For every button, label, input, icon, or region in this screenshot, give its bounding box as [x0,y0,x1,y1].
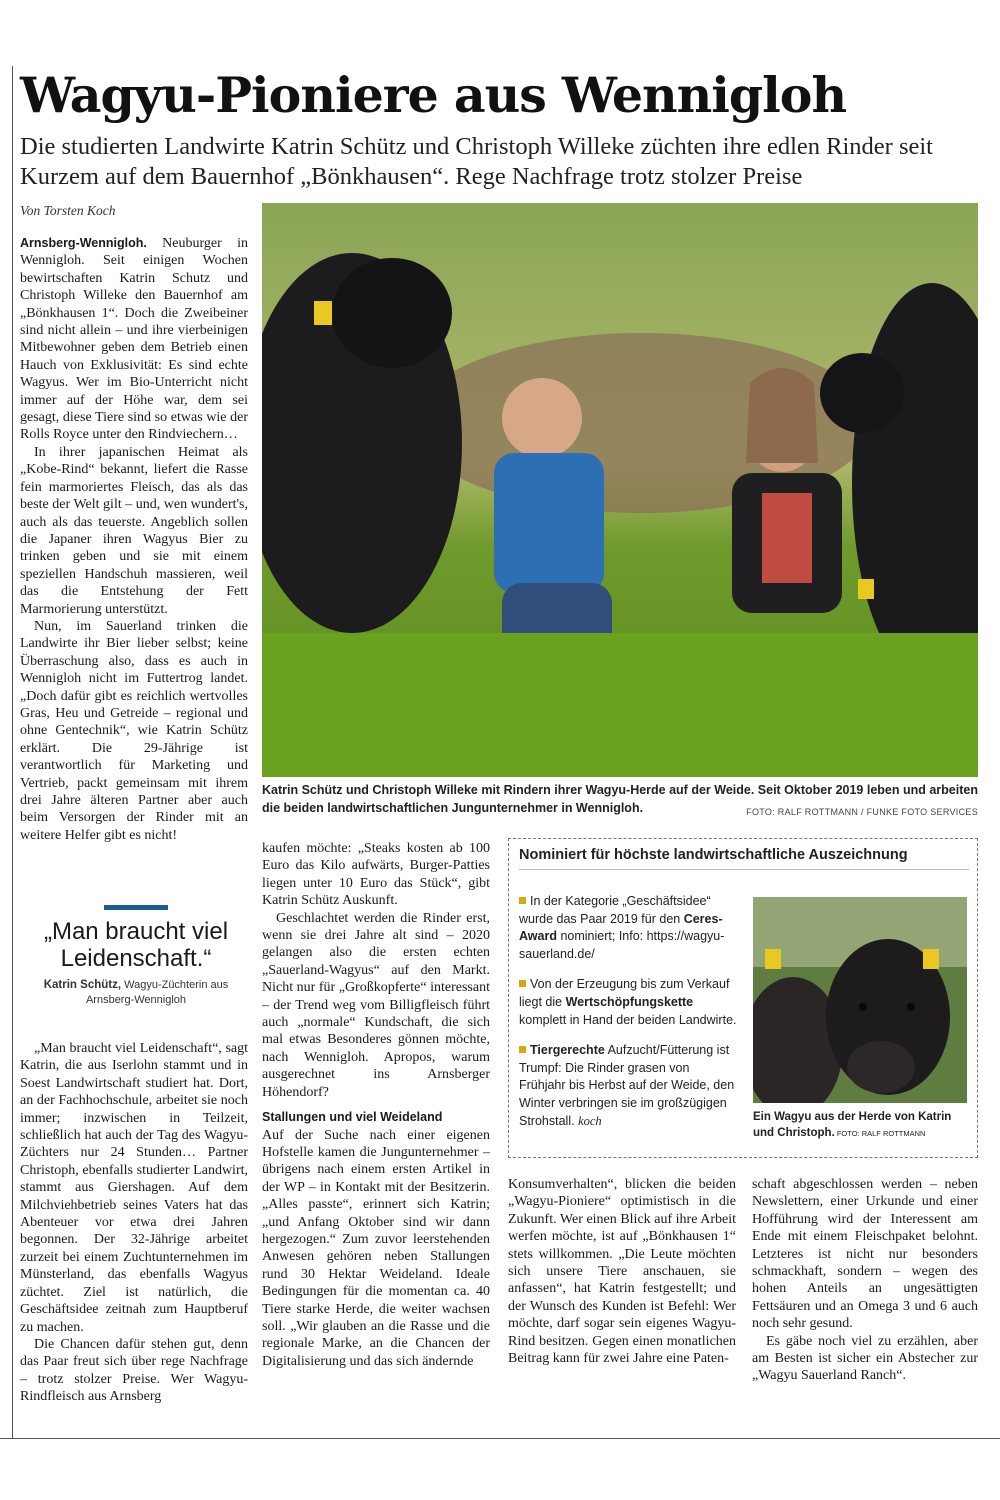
info-item: Tiergerechte Aufzucht/Fütterung ist Trumpf: Die Rinder grasen von Frühjahr bis Herbst auf der Weide, den Winter verbringen sie im großzügigen Strohstall. koch [519,1043,735,1128]
photo-credit: FOTO: RALF ROTTMANN / FUNKE FOTO SERVICES [746,807,978,817]
subheadline: Die studierten Landwirte Katrin Schütz und Christoph Willeke züchten ihre edlen Rinder seit Kurzem auf dem Bauernhof „Bönkhausen“. Rege Nachfrage trotz stolzer Preise [20,133,933,190]
paragraph: Geschlachtet werden die Rinder erst, wenn sie drei Jahre alt sind – 2020 gelangen also die ersten echten „Sauerland-Wagyus“ auf den Markt. Nicht nur für „Großkopferte“ interessant – der Trend weg vom Billigfleisch führt auch „normale“ Kundschaft, die sich mal etwas Besonderes gönnen möchte, nach Wennigloh. Apropos, warum ausgerechnet ins Arnsberger Höhendorf? [262,910,490,1100]
paragraph: schaft abgeschlossen werden – neben Newslettern, einer Urkunde und einer Hofführung wird der Interessent am Ende mit einem Fleischpaket belohnt. Letzteres ist nicht nur besonders schmackhaft, sondern – wegen des hohen Anteils an ungesättigten Fettsäuren und an Omega 3 und 6 auch noch sehr gesund. [752,1177,978,1332]
byline: Von Torsten Koch [20,203,116,218]
article-column-4 [752,1176,978,1385]
article-column-1-continued [20,1040,248,1406]
photo-wagyu-cow [753,897,967,1103]
pull-quote [20,905,252,1008]
info-box-title: Nominiert für höchste landwirtschaftliche Auszeichnung [519,847,969,870]
left-border-rule [12,66,13,1438]
paragraph: Die Chancen dafür stehen gut, denn das Paar freut sich über rege Nachfrage – trotz stolzer Preise. Wer Wagyu-Rindfleisch aus Arnsberg [20,1336,248,1405]
info-box-items [519,893,739,1143]
article-column-3 [508,1176,736,1367]
info-photo [753,897,967,1103]
info-author: koch [578,1113,602,1128]
article-column-2 [262,840,490,1370]
paragraph: Konsumverhalten“, blicken die beiden „Wagyu-Pioniere“ optimistisch in die Zukunft. Wer einen Blick auf ihre Arbeit werfen möchte, ist auf „Bönkhausen 1“ stets willkommen. „Die Leute möchten sich unsere Tiere anschauen, sie anfassen“, hat Katrin festgestellt; und der Wunsch des Kunden ist Befehl: Wer möchte, darf sogar sein eigenes Wagyu-Rind besitzen. Gegen einen monatlichen Beitrag kann für zwei Jahre eine Paten- [508,1177,736,1367]
square-bullet-icon [519,980,526,987]
dateline: Arnsberg-Wennigloh. [20,236,147,250]
section-subhead: Stallungen und viel Weideland [262,1110,443,1125]
paragraph: In ihrer japanischen Heimat als „Kobe-Rind“ bekannt, liefert die Rasse fein marmoriertes Fleisch, das als das beste der Welt gilt – und, wen wundert's, auch als das teuerste. Angeblich sollen die Japaner ihren Wagyus Bier zu trinken geben und sie mit einem speziellen Handschuh massieren, weil das die Entstehung der Fett Marmorierung unterstützt. [20,444,248,617]
bottom-rule [0,1438,1000,1439]
info-item: In der Kategorie „Geschäftsidee“ wurde das Paar 2019 für den Ceres-Award nominiert; Info: https://wagyu-sauerland.de/ [519,894,725,961]
headline: Wagyu-Pioniere aus Wennigloh [20,66,847,124]
square-bullet-icon [519,1046,526,1053]
quote-accent-bar [104,905,168,910]
info-box [508,838,978,1158]
main-photo [262,203,978,777]
quote-text: „Man braucht viel Leidenschaft.“ [43,918,229,972]
quote-attribution: Katrin Schütz, Wagyu-Züchterin aus Arnsberg-Wennigloh [43,979,229,1006]
article-column-1 [20,235,248,844]
info-item: Von der Erzeugung bis zum Verkauf liegt die Wertschöpfungskette komplett in Hand der beiden Landwirte. [519,977,737,1027]
square-bullet-icon [519,897,526,904]
photo-caption: Katrin Schütz und Christoph Willeke mit Rindern ihrer Wagyu-Herde auf der Weide. Seit Oktober 2019 leben und arbeiten die beiden landwirtschaftlichen Jungunternehmer in Wennigloh. FOTO: RALF ROTTMANN / FUNKE FOTO SERVICES [262,781,978,821]
paragraph: Es gäbe noch viel zu erzählen, aber am Besten ist sicher ein Abstecher zur „Wagyu Sauerland Ranch“. [752,1333,978,1384]
paragraph: Nun, im Sauerland trinken die Landwirte ihr Bier lieber selbst; keine Überraschung also, dass es auch in Wennigloh nicht im Futtertrog landet. „Doch dafür gibt es reichlich wertvolles Gras, Heu und Getreide – regional und ohne Gentechnik“, wie Katrin Schütz erklärt. Die 29-Jährige ist verantwortlich für Marketing und Vertrieb, packt gemeinsam mit ihrem drei Jahre älteren Partner aber auch beim Versorgen der Rinder mit an weitere Helfer gibt es nicht! [20,618,248,843]
info-photo-caption: Ein Wagyu aus der Herde von Katrin und Christoph. FOTO: RALF ROTTMANN [753,1111,952,1139]
photo-farmers-with-cattle [262,203,978,777]
paragraph: Arnsberg-Wennigloh. Neuburger in Wennigloh. Seit einigen Wochen bewirtschaften Katrin Schutz und Christoph Willeke den Bauernhof am „Bönkhausen 1“. Doch die Zweibeiner sind nicht allein – und ihre vierbeinigen Mitbewohner geben dem Betrieb einen Hauch von Exklusivität: Es sind echte Wagyus. Wer im Bio-Unterricht nicht immer auf der Höhe war, dem sei gesagt, diese Tiere sind so etwas wie der Rolls Royce unter den Rindviechern… [20,236,248,443]
paragraph: Auf der Suche nach einer eigenen Hofstelle kamen die Jungunternehmer – übrigens nach einem ersten Artikel in der WP – in Kontakt mit der Besitzerin. „Alles passte“, erinnert sich Katrin; „und Anfang Oktober sind wir dann hergezogen.“ Zum zuvor leerstehenden Anwesen gehören neben Stallungen rund 30 Hektar Weideland. Ideale Bedingungen für die momentan ca. 40 Tiere starke Herde, die weiter wachsen soll. „Wir glauben an die Rasse und die regionale Marke, an die Chancen der Digitalisierung und das sich ändernde [262,1127,490,1369]
paragraph: kaufen möchte: „Steaks kosten ab 100 Euro das Kilo aufwärts, Burger-Patties liegen unter 10 Euro das Stück“, gibt Katrin Schütz Auskunft. [262,841,490,909]
paragraph: „Man braucht viel Leidenschaft“, sagt Katrin, die aus Iserlohn stammt und in Soest Landwirtschaft studiert hat. Dort, an der Fachhochschule, arbeitet sie noch immer; inzwischen in Teilzeit, schließlich hat auch der Tag des Wagyu-Züchters nur 24 Stunden… Partner Christoph, ebenfalls studierter Landwirt, stammt aus Giershagen. Auf dem Milchviehbetrieb seines Vaters hat das Abenteuer vor etwa drei Jahren begonnen. Der 32-Jährige arbeitet zurzeit bei einem Zuchtunternehmen im Münsterland, das ebenfalls Wagyus züchtet. Ziel ist natürlich, die Geschäftsidee zeitnah zum Hauptberuf zu machen. [20,1041,248,1335]
